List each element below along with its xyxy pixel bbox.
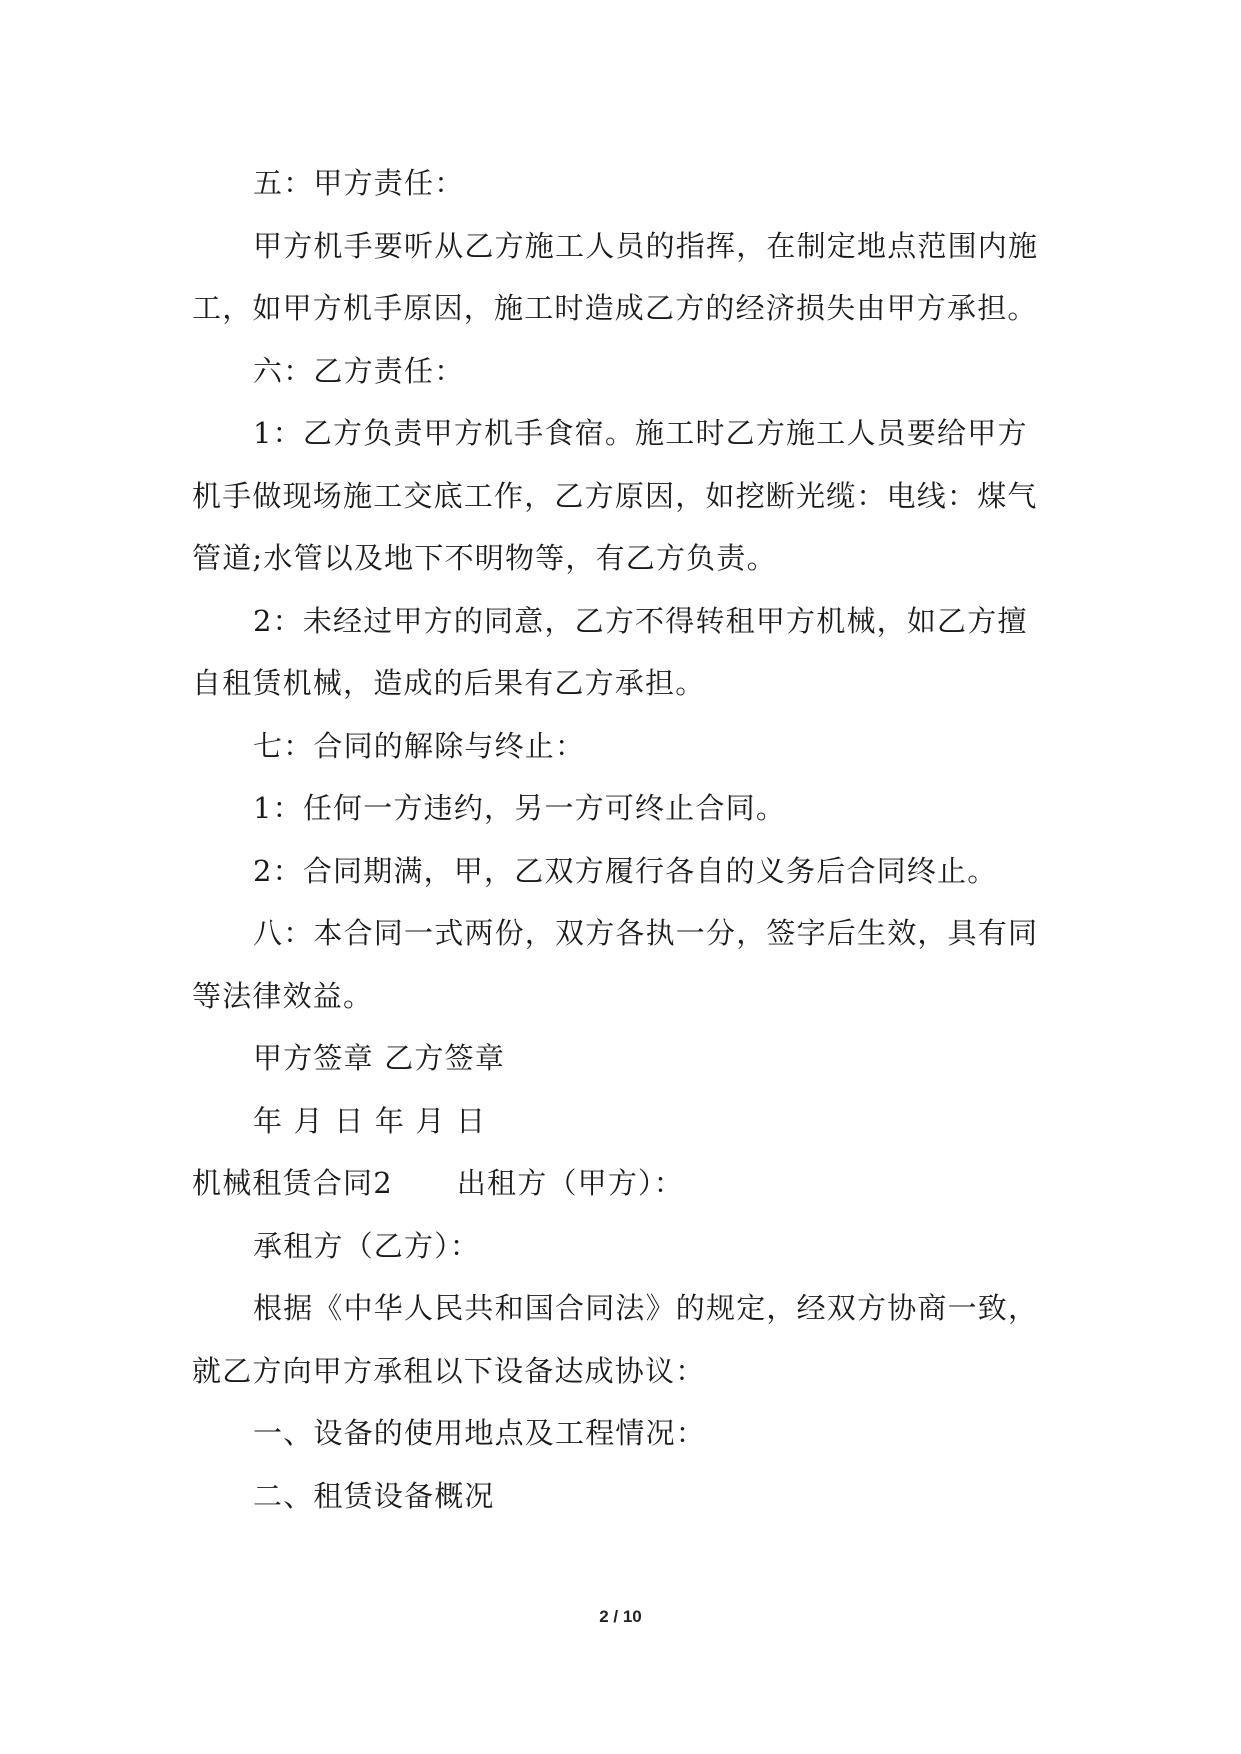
clause-8-line-2: 等法律效益。 bbox=[192, 979, 374, 1013]
clause-6-item-1-line-1: 1：乙方负责甲方机手食宿。施工时乙方施工人员要给甲方 bbox=[253, 416, 1028, 450]
lessor-label: 出租方（甲方）： bbox=[456, 1166, 684, 1200]
clause-2-heading: 二、租赁设备概况 bbox=[253, 1479, 495, 1513]
clause-6-item-1-line-2: 机手做现场施工交底工作，乙方原因，如挖断光缆：电线：煤气 bbox=[192, 479, 1038, 513]
date-line: 年 月 日 年 月 日 bbox=[253, 1104, 487, 1138]
clause-6-item-2-line-1: 2：未经过甲方的同意，乙方不得转租甲方机械，如乙方擅 bbox=[253, 604, 1028, 638]
preamble-line-1: 根据《中华人民共和国合同法》的规定，经双方协商一致， bbox=[253, 1291, 1039, 1325]
clause-6-heading: 六：乙方责任： bbox=[253, 354, 465, 388]
preamble-line-2: 就乙方向甲方承租以下设备达成协议： bbox=[192, 1354, 706, 1388]
clause-7-heading: 七：合同的解除与终止： bbox=[253, 729, 586, 763]
clause-6-item-1-line-3: 管道;水管以及地下不明物等，有乙方负责。 bbox=[192, 541, 777, 575]
clause-5-text-line-1: 甲方机手要听从乙方施工人员的指挥，在制定地点范围内施 bbox=[253, 229, 1039, 263]
section-title-line bbox=[192, 1163, 1072, 1203]
clause-1-heading: 一、设备的使用地点及工程情况： bbox=[253, 1416, 707, 1450]
signature-line: 甲方签章 乙方签章 bbox=[253, 1041, 506, 1075]
lessee-label: 承租方（乙方）： bbox=[253, 1229, 481, 1263]
clause-7-item-1: 1：任何一方违约，另一方可终止合同。 bbox=[253, 791, 787, 825]
clause-8-line-1: 八：本合同一式两份，双方各执一分，签字后生效，具有同 bbox=[253, 916, 1039, 950]
section-title: 机械租赁合同2 bbox=[192, 1166, 393, 1200]
clause-7-item-2: 2：合同期满，甲，乙双方履行各自的义务后合同终止。 bbox=[253, 854, 998, 888]
clause-6-item-2-line-2: 自租赁机械，造成的后果有乙方承担。 bbox=[192, 666, 706, 700]
clause-5-text-line-2: 工，如甲方机手原因，施工时造成乙方的经济损失由甲方承担。 bbox=[192, 291, 1038, 325]
page-number: 2 / 10 bbox=[599, 1607, 642, 1626]
clause-5-heading: 五：甲方责任： bbox=[253, 166, 465, 200]
